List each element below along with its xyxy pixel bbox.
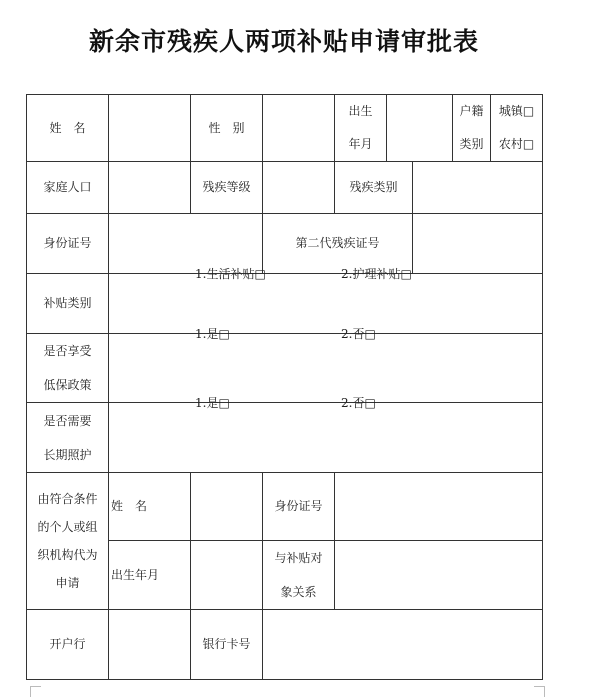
row-low-income [27, 334, 543, 403]
agent-id-label: 身份证号 [263, 473, 335, 541]
agent-label: 由符合条件 的个人或组 织机构代为 申请 [27, 473, 109, 610]
hukou-rural-checkbox[interactable]: 农村□ [498, 137, 535, 151]
agent-name-label: 姓 名 [109, 473, 191, 541]
agent-id-field[interactable] [335, 473, 543, 541]
agent-birth-label: 出生年月 [109, 541, 191, 610]
disability-cert-field[interactable] [413, 214, 543, 274]
id-number-label: 身份证号 [27, 214, 109, 274]
row-agent-1 [27, 473, 543, 541]
id-number-field[interactable] [109, 214, 263, 274]
family-size-field[interactable] [109, 162, 191, 214]
agent-birth-field[interactable] [191, 541, 263, 610]
name-field[interactable] [109, 95, 191, 162]
agent-relation-label: 与补贴对 象关系 [263, 541, 335, 610]
hukou-label: 户籍 类别 [453, 95, 491, 162]
page-corner-mark-right [534, 686, 545, 697]
name-label: 姓 名 [27, 95, 109, 162]
low-income-no-checkbox[interactable]: 2.否□ [341, 327, 376, 341]
long-term-care-yes-checkbox[interactable]: 1.是□ [195, 396, 230, 410]
agent-relation-field[interactable] [335, 541, 543, 610]
disability-cert-label: 第二代残疾证号 [263, 214, 413, 274]
bank-label: 开户行 [27, 610, 109, 680]
disability-grade-label: 残疾等级 [191, 162, 263, 214]
long-term-care-no-checkbox[interactable]: 2.否□ [341, 396, 376, 410]
gender-field[interactable] [263, 95, 335, 162]
row-bank [27, 610, 543, 680]
subsidy-type-label: 补贴类别 [27, 274, 109, 334]
care-subsidy-checkbox[interactable]: 2.护理补贴□ [341, 267, 412, 281]
form-title: 新余市残疾人两项补贴申请审批表 [88, 27, 479, 56]
disability-type-label: 残疾类别 [335, 162, 413, 214]
low-income-yes-checkbox[interactable]: 1.是□ [195, 327, 230, 341]
disability-grade-field[interactable] [263, 162, 335, 214]
long-term-care-label: 是否需要 长期照护 [27, 403, 109, 473]
application-form-table [26, 94, 543, 680]
hukou-urban-checkbox[interactable]: 城镇□ [498, 104, 535, 118]
bank-field[interactable] [109, 610, 191, 680]
row-basic-info [27, 95, 543, 162]
card-number-field[interactable] [263, 610, 543, 680]
long-term-care-options [109, 396, 543, 473]
agent-name-field[interactable] [191, 473, 263, 541]
birth-field[interactable] [387, 95, 453, 162]
row-long-term-care [27, 403, 543, 473]
page-corner-mark-left [30, 686, 41, 697]
gender-label: 性 别 [191, 95, 263, 162]
row-ids [27, 214, 543, 274]
row-family [27, 162, 543, 214]
card-number-label: 银行卡号 [191, 610, 263, 680]
hukou-options[interactable] [491, 95, 543, 162]
row-subsidy-type [27, 274, 543, 334]
living-subsidy-checkbox[interactable]: 1.生活补贴□ [195, 267, 266, 281]
low-income-label: 是否享受 低保政策 [27, 334, 109, 403]
family-size-label: 家庭人口 [27, 162, 109, 214]
disability-type-field[interactable] [413, 162, 543, 214]
subsidy-type-options [109, 267, 543, 334]
low-income-options [109, 327, 543, 403]
birth-label: 出生 年月 [335, 95, 387, 162]
